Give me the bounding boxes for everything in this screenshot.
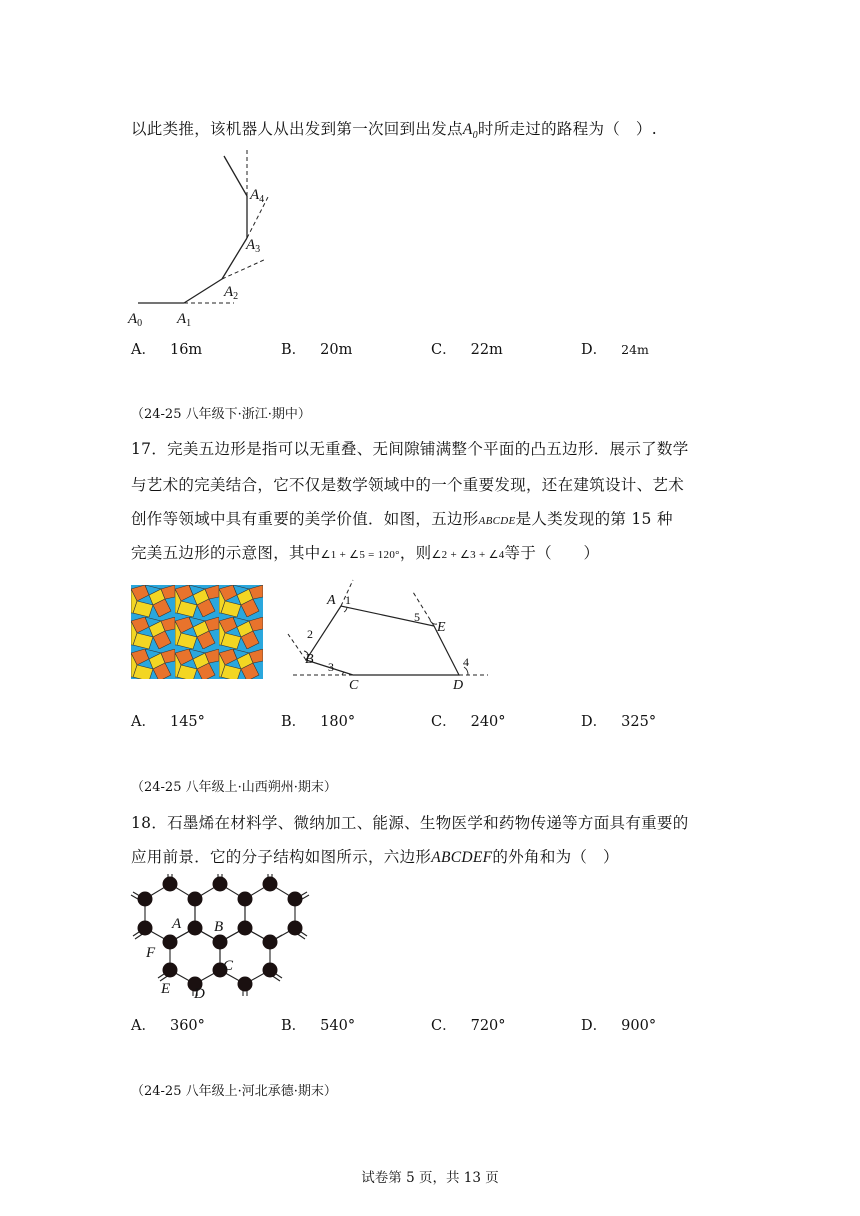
graphene-label-e: E bbox=[161, 981, 171, 997]
robot-path-figure bbox=[126, 150, 276, 330]
graphene-label-b: B bbox=[214, 919, 224, 935]
angle-5: 5 bbox=[414, 610, 420, 624]
graphene-label-a: A bbox=[172, 916, 182, 932]
q17-source: （24-25 八年级下·浙江·期中） bbox=[131, 407, 311, 422]
q18-line-1: 18．石墨烯在材料学、微纳加工、能源、生物医学和药物传递等方面具有重要的 bbox=[131, 814, 689, 832]
q18-option-b[interactable]: B． 540° bbox=[281, 1018, 356, 1034]
label-a4: $A_4$ bbox=[250, 187, 265, 205]
q17-line-1: 17．完美五边形是指可以无重叠、无间隙铺满整个平面的凸五边形．展示了数学 bbox=[131, 440, 689, 458]
page-footer: 试卷第 5 页，共 13 页 bbox=[361, 1170, 499, 1186]
q16-option-d[interactable]: D． 24m bbox=[581, 342, 649, 358]
point-a0: $A_0$ bbox=[462, 121, 478, 142]
q17-line-2: 与艺术的完美结合，它不仅是数学领域中的一个重要发现，还在建筑设计、艺术 bbox=[131, 476, 685, 494]
pentagon-abcde-figure bbox=[286, 574, 491, 694]
graphene-structure-figure bbox=[128, 870, 313, 1005]
q18-source: （24-25 八年级上·山西朔州·期末） bbox=[131, 780, 337, 795]
q17-line-3: 创作等领域中具有重要的美学价值．如图，五边形ABCDE是人类发现的第 15 种 bbox=[131, 510, 673, 528]
vertex-a: A bbox=[327, 593, 336, 608]
q18-option-d[interactable]: D． 900° bbox=[581, 1018, 657, 1034]
q18-line-2: 应用前景．它的分子结构如图所示，六边形ABCDEF的外角和为（ ） bbox=[131, 848, 619, 866]
q17-option-c[interactable]: C． 240° bbox=[431, 714, 506, 730]
angle-sum-given: ∠1 + ∠5 = 120° bbox=[320, 549, 400, 561]
q16-option-c[interactable]: C． 22m bbox=[431, 342, 503, 358]
angle-sum-asked: ∠2 + ∠3 + ∠4 bbox=[431, 549, 505, 561]
graphene-label-d: D bbox=[194, 986, 205, 1002]
q18-option-a[interactable]: A． 360° bbox=[131, 1018, 205, 1034]
label-a3: $A_3$ bbox=[246, 237, 261, 255]
hexagon-name: ABCDEF bbox=[431, 849, 493, 866]
label-a0: $A_0$ bbox=[128, 311, 143, 329]
angle-3: 3 bbox=[328, 660, 334, 674]
vertex-b: B bbox=[305, 652, 314, 667]
q19-source: （24-25 八年级上·河北承德·期末） bbox=[131, 1084, 337, 1099]
angle-1: 1 bbox=[345, 593, 351, 607]
label-a1: $A_1$ bbox=[177, 311, 192, 329]
q17-line-4: 完美五边形的示意图，其中∠1 + ∠5 = 120°，则∠2 + ∠3 + ∠4等于（ ） bbox=[131, 544, 600, 562]
label-a2: $A_2$ bbox=[224, 284, 239, 302]
q16-stem: 以此类推，该机器人从出发到第一次回到出发点$A_0$时所走过的路程为（ ）. bbox=[131, 120, 657, 142]
q17-option-a[interactable]: A． 145° bbox=[131, 714, 205, 730]
vertex-e: E bbox=[437, 620, 446, 635]
vertex-d: D bbox=[453, 678, 464, 693]
pentagon-tiling-image bbox=[131, 585, 263, 679]
angle-2: 2 bbox=[307, 627, 313, 641]
q16-option-b[interactable]: B． 20m bbox=[281, 342, 353, 358]
q18-option-c[interactable]: C． 720° bbox=[431, 1018, 506, 1034]
pentagon-name: ABCDE bbox=[478, 515, 516, 527]
graphene-label-f: F bbox=[146, 945, 156, 961]
q17-option-d[interactable]: D． 325° bbox=[581, 714, 657, 730]
q17-option-b[interactable]: B． 180° bbox=[281, 714, 356, 730]
q16-option-a[interactable]: A． 16m bbox=[131, 342, 203, 358]
angle-4: 4 bbox=[463, 655, 469, 669]
vertex-c: C bbox=[349, 678, 359, 693]
graphene-label-c: C bbox=[223, 958, 234, 974]
